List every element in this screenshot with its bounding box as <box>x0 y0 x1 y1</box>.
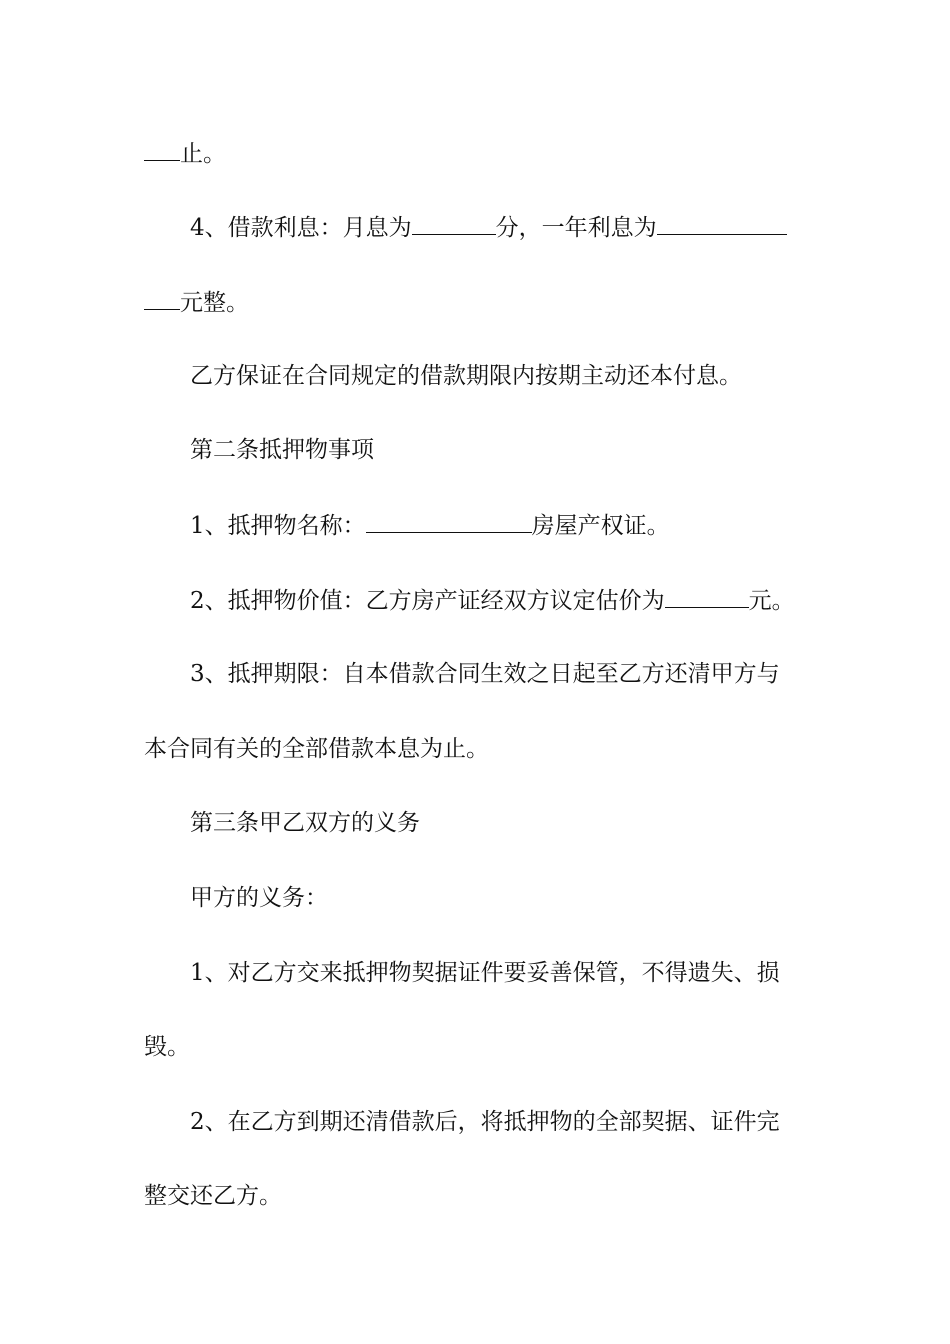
paragraph-line-15: 整交还乙方。 <box>144 1183 282 1209</box>
paragraph-line-7 <box>190 585 854 616</box>
section-heading-3: 第三条甲乙双方的义务 <box>190 810 420 836</box>
text-segment: 止。 <box>180 141 226 167</box>
section-heading-2: 第二条抵押物事项 <box>190 437 374 463</box>
fill-blank <box>144 138 180 161</box>
paragraph-line-2 <box>190 212 854 243</box>
fill-blank <box>144 287 180 310</box>
text-segment: 分，一年利息为 <box>495 215 657 241</box>
text-segment: 元整。 <box>180 290 249 316</box>
paragraph-line-3 <box>144 287 808 318</box>
fill-blank <box>366 510 532 533</box>
paragraph-line-9: 本合同有关的全部借款本息为止。 <box>144 736 489 762</box>
paragraph-line-13: 毁。 <box>144 1034 190 1060</box>
fill-blank <box>657 212 787 235</box>
text-segment: 1、抵押物名称： <box>190 513 366 539</box>
paragraph-line-4: 乙方保证在合同规定的借款期限内按期主动还本付息。 <box>190 363 742 389</box>
paragraph-line-1 <box>144 138 808 169</box>
paragraph-line-12: 1、对乙方交来抵押物契据证件要妥善保管，不得遗失、损 <box>190 960 780 986</box>
text-segment: 房屋产权证。 <box>531 513 670 539</box>
fill-blank <box>412 212 496 235</box>
text-segment: 4、借款利息：月息为 <box>190 215 412 241</box>
paragraph-line-8: 3、抵押期限：自本借款合同生效之日起至乙方还清甲方与 <box>190 661 780 687</box>
text-segment: 元。 <box>748 588 795 614</box>
subsection-heading: 甲方的义务： <box>190 885 328 911</box>
fill-blank <box>665 585 749 608</box>
text-segment: 2、抵押物价值：乙方房产证经双方议定估价为 <box>190 588 665 614</box>
paragraph-line-14: 2、在乙方到期还清借款后，将抵押物的全部契据、证件完 <box>190 1109 780 1135</box>
paragraph-line-6 <box>190 510 854 541</box>
